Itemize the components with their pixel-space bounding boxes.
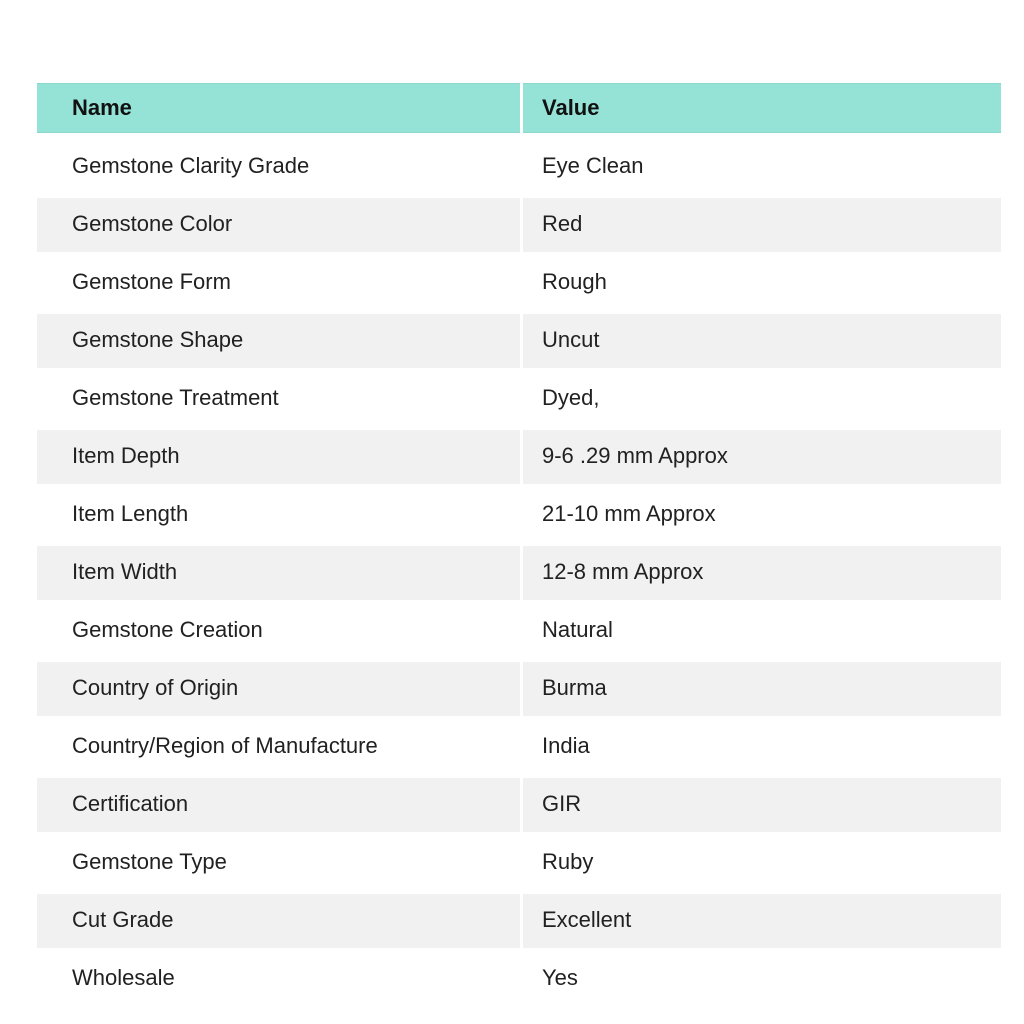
row-name: Certification — [37, 775, 523, 833]
row-value: Burma — [542, 675, 607, 700]
table-row — [37, 949, 1001, 1007]
row-name: Gemstone Shape — [37, 311, 523, 369]
row-value: Dyed, — [542, 385, 600, 410]
table-row — [37, 311, 1001, 369]
row-value: Eye Clean — [542, 153, 644, 178]
row-name: Country of Origin — [37, 659, 523, 717]
row-value: Natural — [542, 617, 613, 642]
row-name: Gemstone Treatment — [37, 369, 523, 427]
row-value: GIR — [542, 791, 582, 816]
row-value: India — [542, 733, 590, 758]
row-value: Excellent — [542, 907, 632, 932]
table-row — [37, 427, 1001, 485]
row-name: Item Depth — [37, 427, 523, 485]
row-name: Country/Region of Manufacture — [37, 717, 523, 775]
table-header-row — [37, 83, 1001, 133]
row-name: Item Width — [37, 543, 523, 601]
item-specifics-table — [37, 83, 1001, 1007]
table-row — [37, 195, 1001, 253]
row-name: Item Length — [37, 485, 523, 543]
row-value: 12-8 mm Approx — [542, 559, 704, 584]
row-name: Wholesale — [37, 949, 523, 1007]
table-row — [37, 253, 1001, 311]
row-name: Gemstone Color — [37, 195, 523, 253]
table-row — [37, 369, 1001, 427]
table-row — [37, 137, 1001, 195]
row-name: Cut Grade — [37, 891, 523, 949]
row-name: Gemstone Type — [37, 833, 523, 891]
table-row — [37, 891, 1001, 949]
row-name: Gemstone Clarity Grade — [37, 137, 523, 195]
row-value: Rough — [542, 269, 607, 294]
table-row — [37, 543, 1001, 601]
header-value-column: Value — [542, 95, 600, 120]
table-row — [37, 775, 1001, 833]
table-row — [37, 833, 1001, 891]
row-value: Ruby — [542, 849, 594, 874]
row-value: 21-10 mm Approx — [542, 501, 716, 526]
table-row — [37, 659, 1001, 717]
row-name: Gemstone Creation — [37, 601, 523, 659]
row-value: Yes — [542, 965, 578, 990]
row-value: 9-6 .29 mm Approx — [542, 443, 728, 468]
table-row — [37, 717, 1001, 775]
table-body — [37, 137, 1001, 1007]
table-row — [37, 485, 1001, 543]
header-name-column: Name — [37, 83, 523, 133]
row-value: Uncut — [542, 327, 600, 352]
row-value: Red — [542, 211, 583, 236]
row-name: Gemstone Form — [37, 253, 523, 311]
table-row — [37, 601, 1001, 659]
